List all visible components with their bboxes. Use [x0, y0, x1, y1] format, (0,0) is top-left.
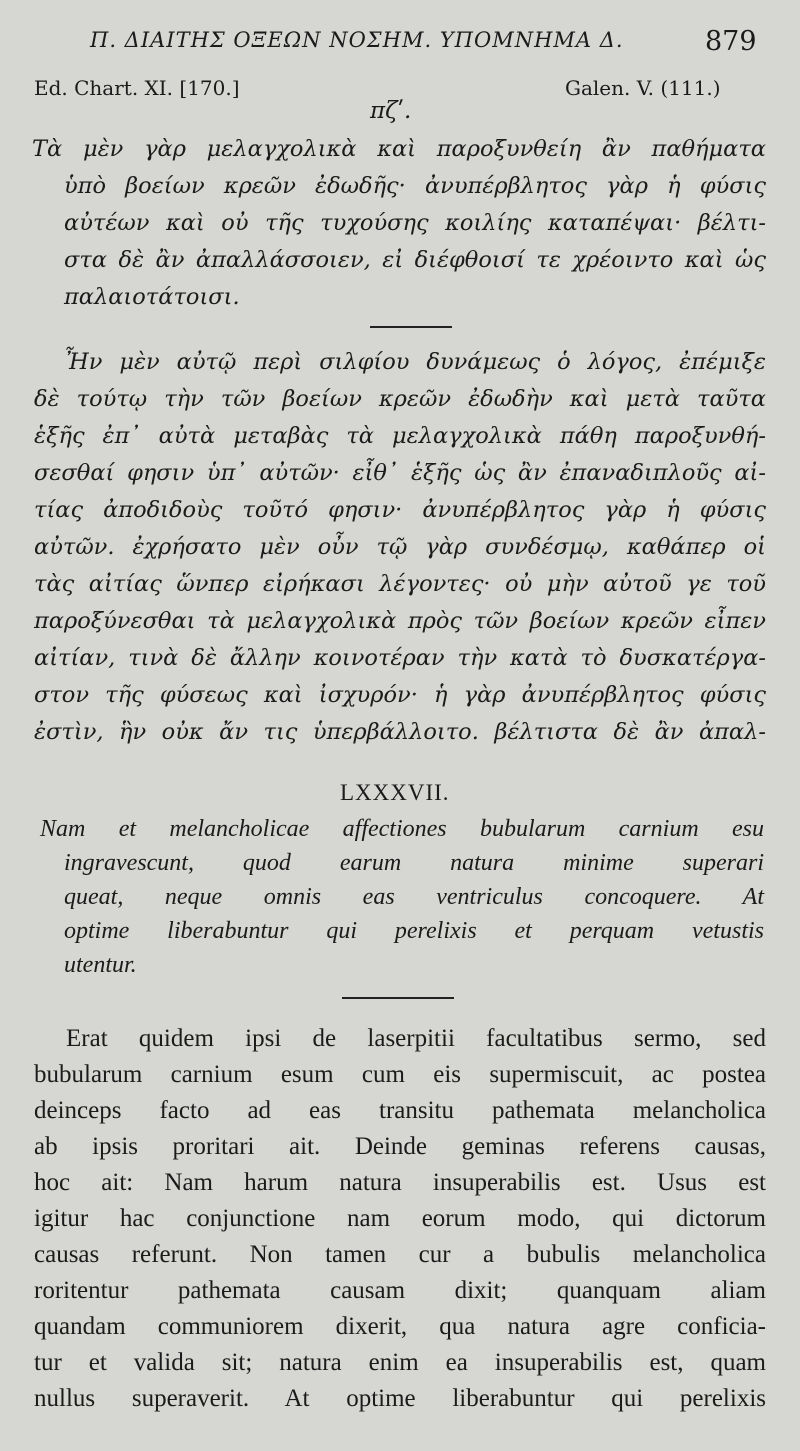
greek-section-number: πζʹ. [370, 98, 412, 124]
latin-commentary-line: roritentur pathemata causam dixit; quanquam aliam [34, 1277, 766, 1304]
greek-text-line: ὑπὸ βοείων κρεῶν ἐδωδῆς· ἀνυπέρβλητος γὰρ ἡ φύσις [64, 173, 766, 199]
separator-rule [342, 997, 454, 999]
latin-commentary-line: quandam communiorem dixerit, qua natura agre conficia- [34, 1313, 766, 1340]
latin-text-line: Nam et melancholicae affectiones bubularum carnium esu [40, 816, 764, 842]
greek-commentary-line: τίας ἀποδιδοὺς τοῦτό φησιν· ἀνυπέρβλητος γὰρ ἡ φύσις [34, 497, 766, 523]
greek-commentary-line: ἐστὶν, ἣν οὐκ ἄν τις ὑπερβάλλοιτο. βέλτιστα δὲ ἂν ἀπαλ- [34, 719, 766, 745]
greek-text-line: Τὰ μὲν γὰρ μελαγχολικὰ καὶ παροξυνθείη ἂν παθήματα [32, 136, 766, 162]
page-number: 879 [705, 26, 757, 57]
latin-commentary-line: bubularum carnium esum cum eis supermiscuit, ac postea [34, 1061, 766, 1088]
greek-commentary-line: παροξύνεσθαι τὰ μελαγχολικὰ πρὸς τῶν βοείων κρεῶν εἶπεν [34, 608, 766, 634]
latin-commentary-line: hoc ait: Nam harum natura insuperabilis est. Usus est [34, 1169, 766, 1196]
greek-commentary-line: στον τῆς φύσεως καὶ ἰσχυρόν· ἡ γὰρ ἀνυπέρβλητος φύσις [34, 682, 766, 708]
greek-commentary-line: αἰτίαν, τινὰ δὲ ἄλλην κοινοτέραν τὴν κατὰ τὸ δυσκατέργα- [34, 645, 766, 671]
latin-commentary-line: ab ipsis proritari ait. Deinde geminas referens causas, [34, 1133, 766, 1160]
latin-commentary-line: tur et valida sit; natura enim ea insuperabilis est, quam [34, 1349, 766, 1376]
greek-commentary-line: ἑξῆς ἐπ᾽ αὐτὰ μεταβὰς τὰ μελαγχολικὰ πάθη παροξυνθή- [34, 423, 766, 449]
latin-commentary-line: nullus superaverit. At optime liberabuntur qui perelixis [34, 1385, 766, 1412]
greek-commentary-line: δὲ τούτῳ τὴν τῶν βοείων κρεῶν ἐδωδὴν καὶ μετὰ ταῦτα [34, 386, 766, 412]
separator-rule [370, 326, 452, 328]
latin-commentary-line: deinceps facto ad eas transitu pathemata melancholica [34, 1097, 766, 1124]
running-title: Π. ΔΙΑΙΤΗΣ ΟΞΕΩΝ ΝΟΣΗΜ. ΥΠΟΜΝΗΜΑ Δ. [90, 28, 624, 52]
latin-commentary-line: Erat quidem ipsi de laserpitii facultatibus sermo, sed [66, 1025, 766, 1052]
latin-text-line: utentur. [64, 952, 137, 978]
latin-text-line: ingravescunt, quod earum natura minime superari [64, 850, 764, 876]
greek-text-line: παλαιοτάτοισι. [64, 284, 240, 310]
greek-commentary-line: τὰς αἰτίας ὥνπερ εἰρήκασι λέγοντες· οὐ μὴν αὐτοῦ γε τοῦ [34, 571, 766, 597]
latin-commentary-line: igitur hac conjunctione nam eorum modo, qui dictorum [34, 1205, 766, 1232]
latin-commentary-line: causas referunt. Non tamen cur a bubulis melancholica [34, 1241, 766, 1268]
greek-commentary-line: Ἦν μὲν αὐτῷ περὶ σιλφίου δυνάμεως ὁ λόγος, ἐπέμιξε [64, 349, 766, 375]
latin-text-line: queat, neque omnis eas ventriculus concoquere. At [64, 884, 764, 910]
greek-text-line: αὐτέων καὶ οὐ τῆς τυχούσης κοιλίης καταπέψαι· βέλτι- [64, 210, 766, 236]
edition-reference-galen: Galen. V. (111.) [565, 76, 721, 100]
greek-commentary-line: αὐτῶν. ἐχρήσατο μὲν οὖν τῷ γὰρ συνδέσμῳ, καθάπερ οἱ [34, 534, 766, 560]
latin-text-line: optime liberabuntur qui perelixis et perquam vetustis [64, 918, 764, 944]
greek-commentary-line: σεσθαί φησιν ὑπ᾽ αὐτῶν· εἶθ᾽ ἑξῆς ὡς ἂν ἐπαναδιπλοῦς αἰ- [34, 460, 766, 486]
latin-section-number: LXXXVII. [340, 780, 450, 805]
greek-text-line: στα δὲ ἂν ἀπαλλάσσοιεν, εἰ διέφθοισί τε χρέοιντο καὶ ὡς [64, 247, 766, 273]
edition-reference-chart: Ed. Chart. XI. [170.] [34, 76, 240, 100]
